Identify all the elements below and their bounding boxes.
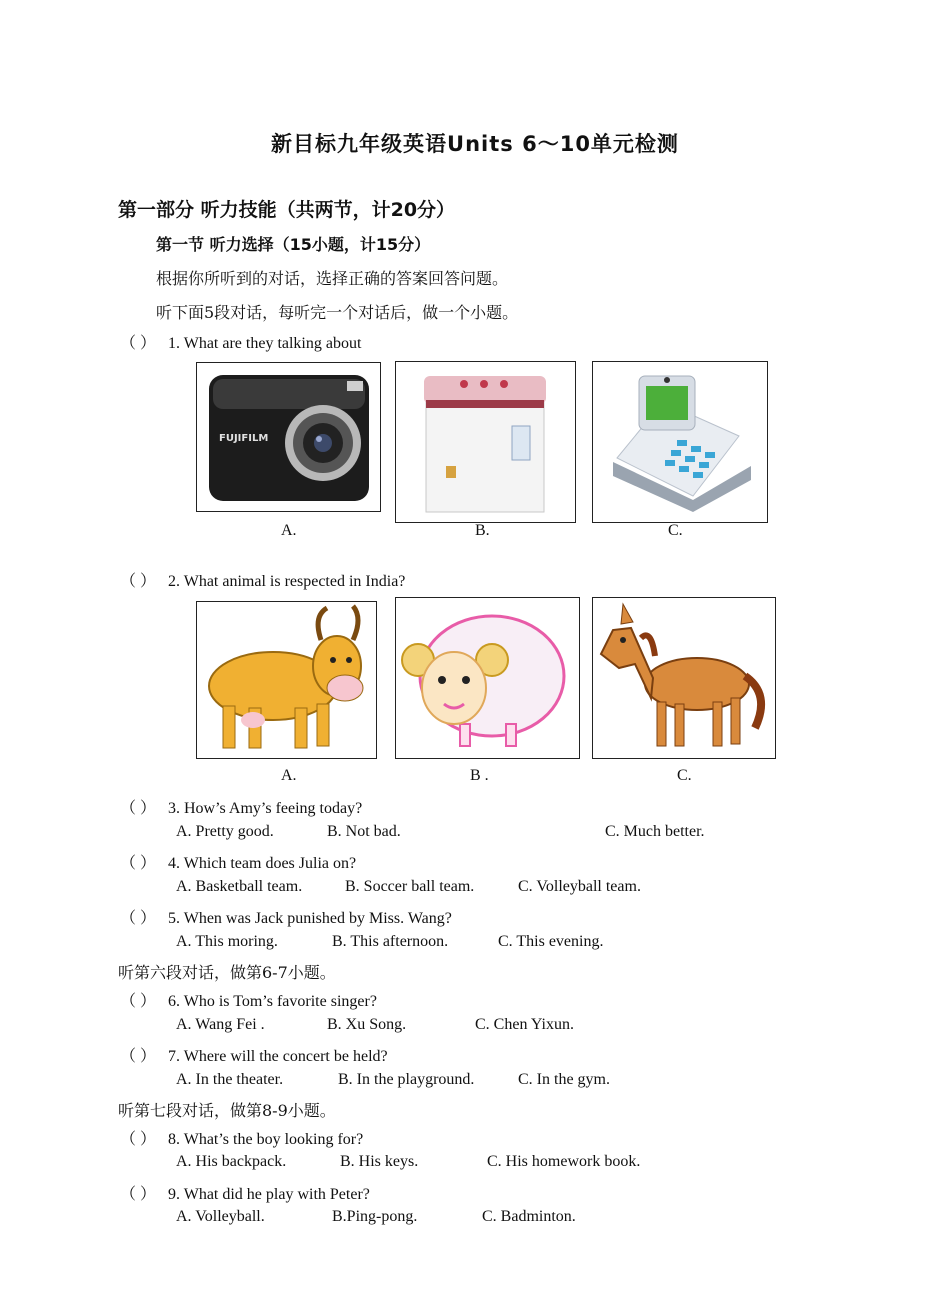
video-phone-icon [593,362,767,522]
option-c: C. Badminton. [482,1208,576,1225]
instruction-1: 根据你所听到的对话，选择正确的答案回答问题。 [156,269,509,288]
option-a: A. In the theater. [176,1071,284,1088]
question-8 [120,1126,363,1149]
question-9 [120,1181,370,1204]
question-6 [120,988,377,1011]
option-c-label: C. [677,767,692,784]
option-b-label: B. [475,522,490,539]
option-c-label: C. [668,522,683,539]
option-a: A. Basketball team. [176,878,303,895]
question-text: 7. Where will the concert be held? [168,1048,388,1065]
option-b-image [395,597,580,759]
camera-brand: FUJIFILM [219,433,269,444]
option-c: C. In the gym. [518,1071,610,1088]
answer-blank[interactable]: （ ） [120,1048,157,1065]
question-text: 2. What animal is respected in India? [168,573,406,590]
option-b: B. Xu Song. [327,1016,407,1033]
option-b: B. In the playground. [338,1071,475,1088]
option-a-label: A. [281,522,297,539]
option-c: C. His homework book. [487,1153,641,1170]
answer-blank[interactable]: （ ） [120,855,157,872]
question-text: 9. What did he play with Peter? [168,1186,370,1203]
question-text: 5. When was Jack punished by Miss. Wang? [168,910,452,927]
question-text: 1. What are they talking about [168,335,362,352]
question-text: 8. What’s the boy looking for? [168,1131,364,1148]
answer-blank[interactable]: （ ） [120,1186,157,1203]
camera-icon [197,363,380,511]
question-1 [120,330,361,353]
question-4 [120,850,356,873]
instruction-2: 听下面5段对话，每听完一个对话后，做一个小题。 [156,303,519,322]
answer-blank[interactable]: （ ） [120,335,157,352]
option-c-image [592,597,776,759]
answer-blank[interactable]: （ ） [120,993,157,1010]
option-b: B. His keys. [340,1153,419,1170]
option-c: C. Much better. [605,823,705,840]
option-a-image [196,362,381,512]
washing-machine-icon [396,362,575,522]
question-text: 4. Which team does Julia on? [168,855,357,872]
option-b-label: B . [470,767,489,784]
page-title: 新目标九年级英语Units 6～10单元检测 [271,132,679,156]
option-b: B.Ping-pong. [332,1208,418,1225]
option-b: B. This afternoon. [332,933,449,950]
option-c: C. This evening. [498,933,604,950]
question-text: 6. Who is Tom’s favorite singer? [168,993,377,1010]
sheep-icon [396,598,579,758]
option-a-label: A. [281,767,297,784]
answer-blank[interactable]: （ ） [120,800,157,817]
horse-icon [593,598,775,758]
option-a-image [196,601,377,759]
question-7 [120,1043,388,1066]
option-b-image [395,361,576,523]
option-a: A. Volleyball. [176,1208,265,1225]
question-2 [120,568,405,591]
group-instruction-7: 听第七段对话，做第8-9小题。 [118,1101,336,1120]
section-heading: 第一节 听力选择（15小题，计15分） [156,235,431,254]
option-c: C. Chen Yixun. [475,1016,574,1033]
option-c-image [592,361,768,523]
answer-blank[interactable]: （ ） [120,1131,157,1148]
answer-blank[interactable]: （ ） [120,910,157,927]
answer-blank[interactable]: （ ） [120,573,157,590]
question-5 [120,905,452,928]
question-3 [120,795,362,818]
option-b: B. Not bad. [327,823,401,840]
question-text: 3. How’s Amy’s feeing today? [168,800,363,817]
option-b: B. Soccer ball team. [345,878,475,895]
option-a: A. Pretty good. [176,823,274,840]
ox-icon [197,602,376,758]
option-a: A. This moring. [176,933,278,950]
part-heading: 第一部分 听力技能（共两节，计20分） [118,199,456,221]
option-a: A. His backpack. [176,1153,287,1170]
group-instruction-6: 听第六段对话，做第6-7小题。 [118,963,336,982]
option-a: A. Wang Fei . [176,1016,265,1033]
option-c: C. Volleyball team. [518,878,641,895]
